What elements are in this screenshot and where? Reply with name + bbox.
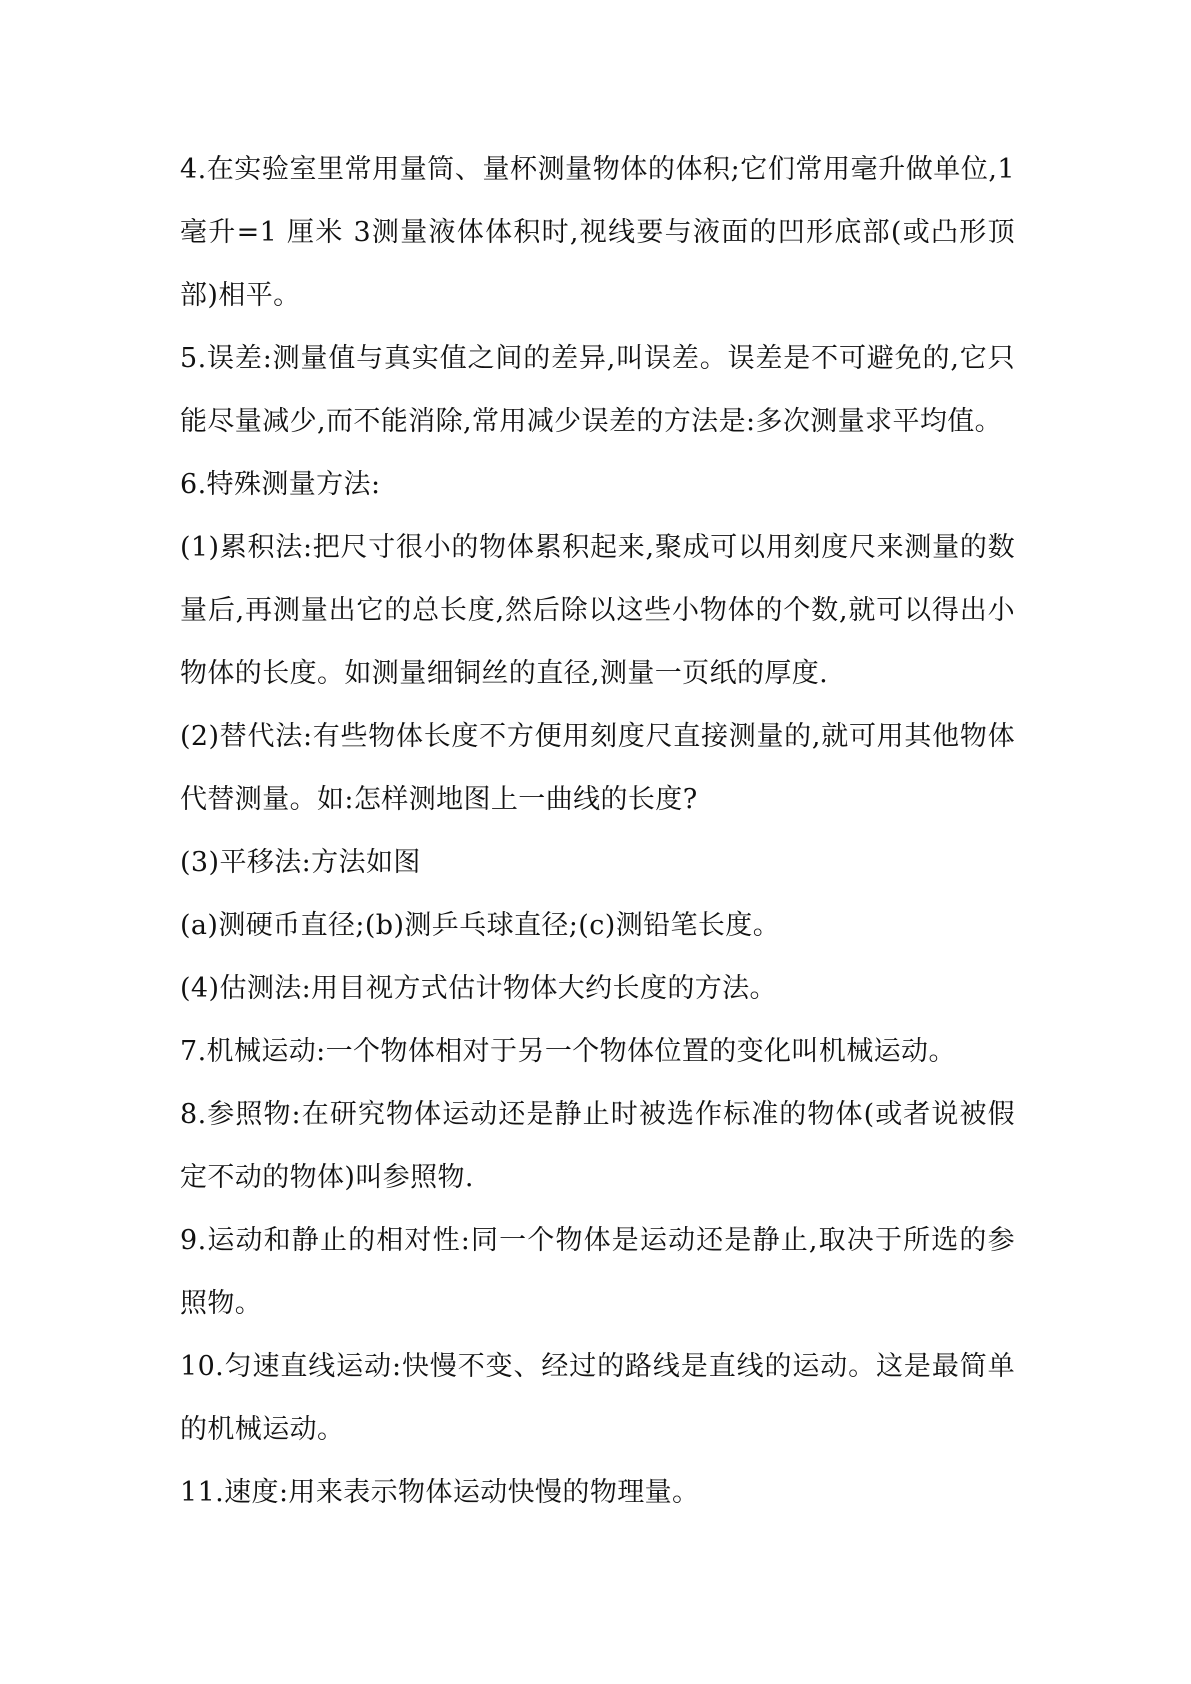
paragraph-relativity: 9.运动和静止的相对性:同一个物体是运动还是静止,取决于所选的参照物。 [180,1225,1015,1319]
paragraph-error: 5.误差:测量值与真实值之间的差异,叫误差。误差是不可避免的,它只能尽量减少,而不能消除,常用减少误差的方法是:多次测量求平均值。 [180,343,1015,437]
paragraph-translation-examples: (a)测硬币直径;(b)测乒乓球直径;(c)测铅笔长度。 [180,910,781,941]
paragraph-mechanical-motion: 7.机械运动:一个物体相对于另一个物体位置的变化叫机械运动。 [180,1036,956,1067]
paragraph-uniform-linear-motion: 10.匀速直线运动:快慢不变、经过的路线是直线的运动。这是最简单的机械运动。 [180,1351,1015,1445]
paragraph-special-methods-heading: 6.特殊测量方法: [180,469,381,500]
paragraph-reference-object: 8.参照物:在研究物体运动还是静止时被选作标准的物体(或者说被假定不动的物体)叫参照物. [180,1099,1015,1193]
paragraph-estimation-method: (4)估测法:用目视方式估计物体大约长度的方法。 [180,973,777,1004]
paragraph-translation-method: (3)平移法:方法如图 [180,847,421,878]
paragraph-substitution-method: (2)替代法:有些物体长度不方便用刻度尺直接测量的,就可用其他物体代替测量。如:怎样测地图上一曲线的长度? [180,721,1015,815]
paragraph-accumulation-method: (1)累积法:把尺寸很小的物体累积起来,聚成可以用刻度尺来测量的数量后,再测量出它的总长度,然后除以这些小物体的个数,就可以得出小物体的长度。如测量细铜丝的直径,测量一页纸的厚度. [180,532,1015,689]
paragraph-speed: 11.速度:用来表示物体运动快慢的物理量。 [180,1477,700,1508]
paragraph-measuring-volume: 4.在实验室里常用量筒、量杯测量物体的体积;它们常用毫升做单位,1毫升=1 厘米 3测量液体体积时,视线要与液面的凹形底部(或凸形顶部)相平。 [180,154,1015,311]
document-body [180,138,1015,1524]
